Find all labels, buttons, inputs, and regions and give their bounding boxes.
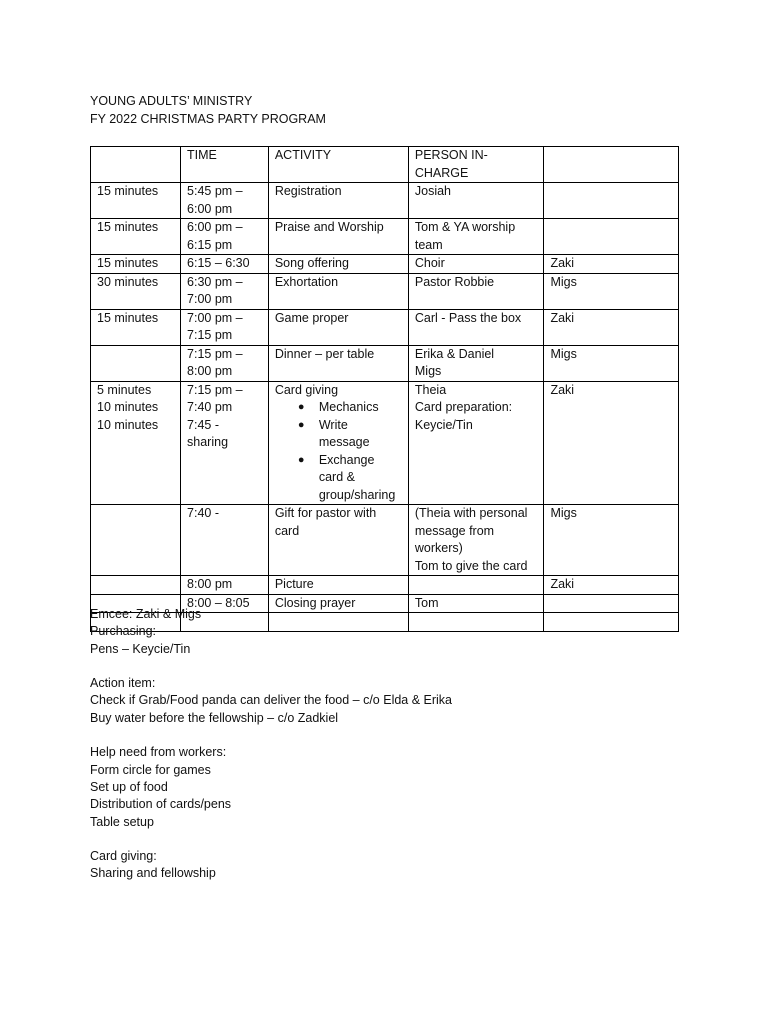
bullet-item	[297, 417, 402, 452]
note-line: Sharing and fellowship	[90, 866, 216, 881]
cell-text: 6:00 pm	[187, 201, 233, 216]
cell-text: Josiah	[414, 184, 452, 198]
table-cell-extra	[544, 505, 679, 576]
table-row	[91, 505, 679, 576]
table-cell-person	[408, 309, 544, 345]
cell-text: Erika & Daniel	[414, 346, 495, 361]
bullet-text: group/sharing	[318, 487, 396, 502]
cell-text: Card giving	[274, 382, 339, 397]
table-cell-activity	[268, 273, 408, 309]
table-cell-extra	[544, 576, 679, 595]
table-cell-time	[181, 381, 269, 505]
note-line: Table setup	[90, 814, 154, 829]
cell-text: Choir	[414, 256, 445, 270]
cell-text: 7:40 -	[187, 506, 219, 520]
table-cell-person	[408, 345, 544, 381]
table-row	[91, 273, 679, 309]
cell-text: Pastor Robbie	[414, 274, 495, 289]
table-cell-extra	[544, 183, 679, 219]
cell-text: Picture	[274, 577, 314, 591]
table-header-cell	[544, 147, 679, 183]
cell-text: 15 minutes	[97, 256, 159, 270]
note-line: Action item:	[90, 676, 156, 691]
cell-text: 10 minutes	[97, 400, 159, 414]
table-cell-activity	[268, 183, 408, 219]
cell-text: Tom & YA worship	[414, 220, 516, 234]
note-line: Set up of food	[90, 779, 168, 794]
note-line: Purchasing:	[90, 624, 157, 639]
table-cell-extra	[544, 255, 679, 274]
table-cell-activity	[268, 255, 408, 274]
cell-text: 7:15 pm –	[187, 382, 243, 397]
cell-text: 8:00 pm	[187, 577, 233, 591]
cell-text: Migs	[550, 274, 577, 289]
cell-text: Exhortation	[274, 274, 339, 289]
note-line: Help need from workers:	[90, 745, 227, 760]
table-cell-person	[408, 273, 544, 309]
cell-text: 8:00 – 8:05	[187, 595, 250, 610]
cell-text: Keycie/Tin	[414, 417, 473, 432]
cell-text: workers)	[414, 541, 463, 555]
table-cell-duration	[91, 219, 181, 255]
cell-text: 5 minutes	[97, 382, 152, 397]
cell-text: Tom	[414, 595, 439, 610]
cell-text: 10 minutes	[97, 417, 159, 432]
cell-text: team	[414, 237, 443, 252]
cell-text: Registration	[274, 184, 342, 198]
table-row	[91, 255, 679, 274]
cell-text: (Theia with personal	[414, 506, 528, 520]
cell-text: Closing prayer	[274, 595, 356, 610]
table-cell-extra	[544, 273, 679, 309]
table-cell-person	[408, 381, 544, 505]
table-cell-duration	[91, 381, 181, 505]
cell-text: Theia	[414, 382, 447, 397]
note-line: Card giving:	[90, 849, 157, 864]
table-cell-extra	[544, 594, 679, 613]
cell-text: Carl - Pass the box	[414, 310, 522, 325]
table-cell-extra	[544, 219, 679, 255]
cell-text: Praise and Worship	[274, 220, 384, 234]
table-cell-activity	[268, 309, 408, 345]
cell-text: 7:00 pm	[187, 292, 233, 306]
note-line: Distribution of cards/pens	[90, 797, 232, 812]
table-cell-time	[181, 576, 269, 595]
cell-text: Zaki	[550, 382, 575, 397]
table-header-cell: PERSON IN-CHARGE	[408, 147, 544, 183]
table-cell-time	[181, 219, 269, 255]
table-cell-extra	[544, 309, 679, 345]
bullet-icon: ●	[297, 453, 305, 466]
table-row	[91, 381, 679, 505]
table-row	[91, 345, 679, 381]
table-cell-person	[408, 183, 544, 219]
bullet-text: Exchange	[318, 452, 375, 467]
cell-text: Gift for pastor with	[274, 506, 377, 520]
bullet-item	[297, 399, 402, 417]
table-header-cell: ACTIVITY	[268, 147, 408, 183]
table-cell-duration	[91, 505, 181, 576]
table-cell-extra	[544, 345, 679, 381]
note-line: Pens – Keycie/Tin	[90, 641, 191, 656]
bullet-item	[297, 452, 402, 505]
cell-text: Migs	[550, 506, 577, 520]
table-cell-activity	[268, 345, 408, 381]
program-table	[90, 146, 679, 632]
table-cell-time	[181, 255, 269, 274]
table-cell-time	[181, 183, 269, 219]
blank-line	[90, 658, 452, 675]
note-line: Emcee: Zaki & Migs	[90, 607, 202, 621]
blank-line	[90, 727, 452, 744]
document-title	[90, 93, 326, 128]
table-row	[91, 219, 679, 255]
cell-text: Zaki	[550, 310, 575, 325]
table-cell-person	[408, 255, 544, 274]
table-cell-extra	[544, 613, 679, 632]
cell-text: card	[274, 523, 300, 538]
cell-text: Game proper	[274, 310, 349, 325]
table-row	[91, 183, 679, 219]
bullet-text: Mechanics	[318, 400, 379, 414]
table-header-row	[91, 147, 679, 183]
cell-text: Song offering	[274, 256, 349, 270]
bullet-list	[275, 399, 402, 504]
cell-text: 7:45 - sharing	[187, 417, 229, 449]
program-title: FY 2022 CHRISTMAS PARTY PROGRAM	[90, 111, 326, 126]
table-cell-duration	[91, 183, 181, 219]
note-line: Check if Grab/Food panda can deliver the food – c/o Elda & Erika	[90, 693, 453, 708]
table-cell-time	[181, 273, 269, 309]
notes-section	[90, 606, 452, 883]
cell-text: 6:15 – 6:30	[187, 256, 250, 270]
blank-line	[90, 831, 452, 848]
cell-text: Tom to give the card	[414, 558, 528, 573]
cell-text: Zaki	[550, 577, 575, 591]
table-cell-duration	[91, 345, 181, 381]
table-header-cell	[91, 147, 181, 183]
table-cell-activity	[268, 576, 408, 595]
table-cell-person	[408, 219, 544, 255]
table-cell-duration	[91, 273, 181, 309]
table-cell-person	[408, 576, 544, 595]
ministry-title: YOUNG ADULTS’ MINISTRY	[90, 94, 253, 108]
table-header-cell: TIME	[181, 147, 269, 183]
cell-text: message from	[414, 523, 495, 538]
cell-text: 6:15 pm	[187, 237, 233, 252]
cell-text: 7:15 pm –	[187, 346, 243, 361]
table-cell-extra	[544, 381, 679, 505]
bullet-icon: ●	[297, 418, 305, 431]
cell-text: Card preparation:	[414, 400, 513, 414]
bullet-text: card &	[318, 470, 355, 484]
table-cell-person	[408, 505, 544, 576]
cell-text: 7:00 pm –	[187, 310, 243, 325]
table-cell-duration	[91, 576, 181, 595]
cell-text: 15 minutes	[97, 184, 159, 198]
cell-text: 8:00 pm	[187, 364, 233, 378]
note-line: Form circle for games	[90, 762, 211, 777]
cell-text: 7:15 pm	[187, 328, 233, 342]
table-cell-activity	[268, 381, 408, 505]
bullet-text: Write	[318, 417, 348, 432]
cell-text: Dinner – per table	[274, 346, 375, 361]
cell-text: Migs	[414, 364, 442, 378]
cell-text: Migs	[550, 346, 577, 361]
table-cell-activity	[268, 505, 408, 576]
cell-text: 6:00 pm –	[187, 220, 243, 234]
table-cell-time	[181, 505, 269, 576]
cell-text: 5:45 pm –	[187, 184, 243, 198]
table-row	[91, 576, 679, 595]
cell-text: Zaki	[550, 256, 575, 270]
cell-text: 7:40 pm	[187, 400, 233, 414]
bullet-text: message	[318, 435, 370, 449]
table-cell-duration	[91, 255, 181, 274]
table-cell-time	[181, 309, 269, 345]
table-cell-activity	[268, 219, 408, 255]
table-cell-time	[181, 345, 269, 381]
cell-text: 15 minutes	[97, 310, 159, 325]
table-row	[91, 309, 679, 345]
cell-text: 30 minutes	[97, 274, 159, 289]
table-cell-duration	[91, 309, 181, 345]
bullet-icon: ●	[297, 401, 305, 413]
cell-text: 6:30 pm –	[187, 274, 243, 289]
note-line: Buy water before the fellowship – c/o Zadkiel	[90, 710, 339, 725]
cell-text: 15 minutes	[97, 220, 159, 234]
